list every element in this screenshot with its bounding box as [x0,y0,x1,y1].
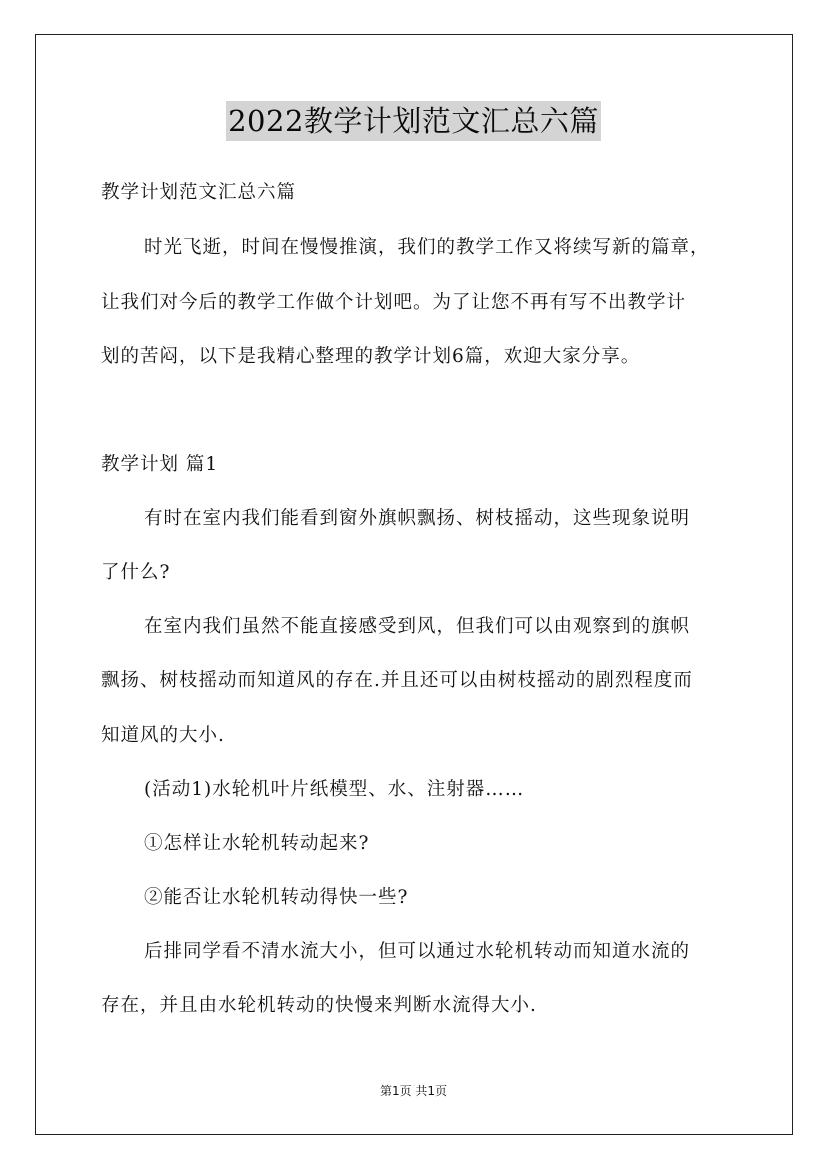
body-paragraph-line: 了什么? [101,562,171,583]
activity-line: (活动1)水轮机叶片纸模型、水、注射器…… [144,779,525,800]
intro-paragraph-line: 让我们对今后的教学工作做个计划吧。为了让您不再有写不出教学计 [101,292,687,313]
question-line: ①怎样让水轮机转动起来? [144,833,370,854]
title-container [0,101,827,141]
page-footer: 第1页 共1页 [379,1084,448,1098]
question-line: ②能否让水轮机转动得快一些? [144,887,409,908]
document-title: 2022教学计划范文汇总六篇 [226,101,601,141]
subtitle-line: 教学计划范文汇总六篇 [101,182,297,203]
body-paragraph-line: 存在，并且由水轮机转动的快慢来判断水流得大小. [101,995,537,1016]
body-paragraph-line: 在室内我们虽然不能直接感受到风，但我们可以由观察到的旗帜 [144,616,691,637]
body-paragraph-line: 后排同学看不清水流大小，但可以通过水轮机转动而知道水流的 [144,941,691,962]
body-paragraph-line: 知道风的大小. [101,725,225,746]
intro-paragraph-line: 划的苦闷，以下是我精心整理的教学计划6篇，欢迎大家分享。 [101,346,641,367]
section-heading: 教学计划 篇1 [101,454,219,475]
body-paragraph-line: 有时在室内我们能看到窗外旗帜飘扬、树枝摇动，这些现象说明 [144,508,691,529]
intro-paragraph-line: 时光飞逝，时间在慢慢推演，我们的教学工作又将续写新的篇章， [144,237,710,258]
body-paragraph-line: 飘扬、树枝摇动而知道风的存在.并且还可以由树枝摇动的剧烈程度而 [101,670,693,691]
